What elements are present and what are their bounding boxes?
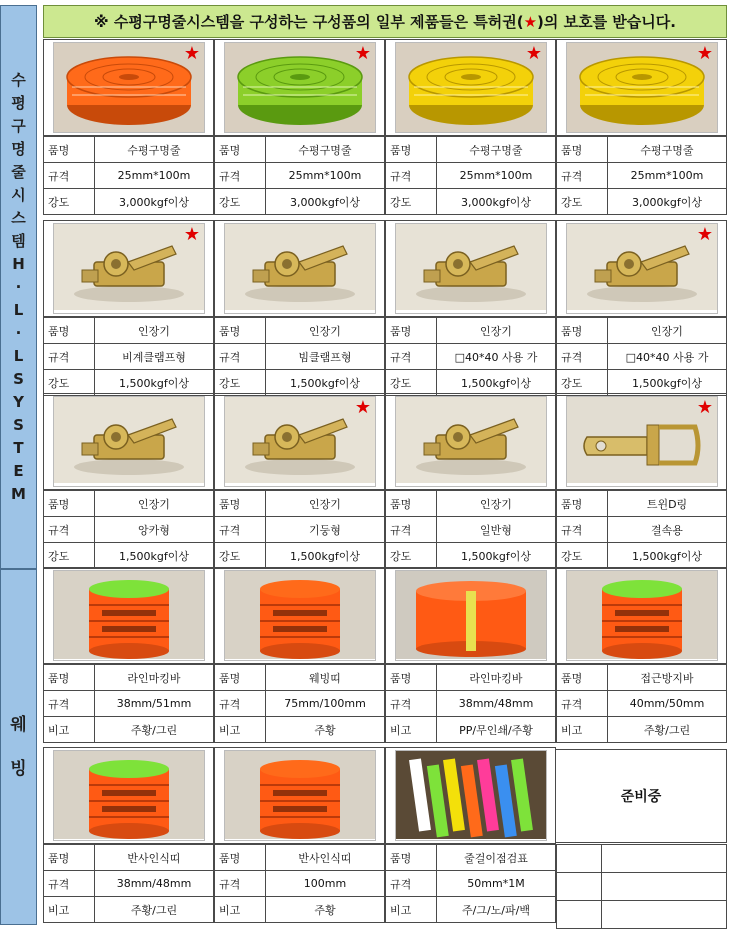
spec-row-strength — [386, 543, 556, 569]
spec-row-name — [44, 491, 214, 517]
spec-value: 3,000kgf이상 — [95, 189, 214, 215]
spec-label: 품명 — [386, 137, 437, 163]
spec-label: 품명 — [215, 137, 266, 163]
spec-row-name — [386, 491, 556, 517]
patent-star-icon: ★ — [696, 224, 713, 245]
spec-label: 강도 — [215, 543, 266, 569]
spec-row-spec — [44, 871, 214, 897]
spec-value: 인장기 — [95, 318, 214, 344]
spec-row-note — [215, 897, 385, 923]
spec-value: □40*40 사용 가 — [437, 344, 556, 370]
spec-label: 품명 — [44, 491, 95, 517]
spec-row-spec — [44, 691, 214, 717]
spec-value: 25mm*100m — [608, 163, 727, 189]
photo-cell — [385, 39, 556, 136]
spec-row-spec — [215, 163, 385, 189]
spec-row-name — [386, 137, 556, 163]
photo-cell — [556, 567, 727, 664]
spec-value: 1,500kgf이상 — [608, 543, 727, 569]
photo-cell — [556, 393, 727, 490]
spec-row-spec — [44, 517, 214, 543]
spec-row-name — [386, 665, 556, 691]
spec-value: 50mm*1M — [437, 871, 556, 897]
spec-value: 3,000kgf이상 — [437, 189, 556, 215]
spec-value: 75mm/100mm — [266, 691, 385, 717]
spec-label: 규격 — [44, 344, 95, 370]
spec-row-strength — [386, 370, 556, 396]
spec-value: 결속용 — [608, 517, 727, 543]
spec-value: 줄걸이점검표 — [437, 845, 556, 871]
empty-cell — [557, 873, 602, 901]
spec-value: 앙카형 — [95, 517, 214, 543]
spec-row-strength — [557, 189, 727, 215]
spec-row-spec — [557, 691, 727, 717]
spec-value: 수평구명줄 — [608, 137, 727, 163]
spec-label: 품명 — [44, 845, 95, 871]
empty-cell — [602, 845, 727, 873]
spec-row-name — [557, 318, 727, 344]
photo-cell — [43, 747, 214, 844]
spec-row-name — [215, 491, 385, 517]
sidebar-letter: Y — [13, 392, 24, 411]
spec-value: 1,500kgf이상 — [95, 370, 214, 396]
spec-value: 주황 — [266, 897, 385, 923]
spec-value: PP/무인쇄/주황 — [437, 717, 556, 743]
product-spec-table — [385, 490, 556, 569]
spec-value: 1,500kgf이상 — [95, 543, 214, 569]
spec-value: 일반형 — [437, 517, 556, 543]
spec-row-spec — [44, 344, 214, 370]
spec-row-spec — [215, 871, 385, 897]
spec-label: 강도 — [44, 370, 95, 396]
sidebar-letter: 명 — [11, 139, 26, 158]
spec-value: 인장기 — [266, 491, 385, 517]
spec-row-note — [386, 717, 556, 743]
spec-label: 규격 — [44, 871, 95, 897]
photo-cell — [385, 747, 556, 844]
spec-row-strength — [44, 370, 214, 396]
sidebar-letter: 수 — [11, 70, 26, 89]
photo-cell — [214, 39, 385, 136]
spec-row-spec — [386, 871, 556, 897]
product-spec-table — [385, 317, 556, 396]
product-spec-table — [556, 136, 727, 215]
spec-label: 규격 — [215, 871, 266, 897]
sidebar-letter: L — [13, 346, 24, 365]
spec-label: 비고 — [386, 717, 437, 743]
patent-star-icon: ★ — [183, 224, 200, 245]
spec-label: 규격 — [44, 517, 95, 543]
spec-value: 25mm*100m — [437, 163, 556, 189]
empty-cell — [557, 901, 602, 929]
empty-row — [557, 901, 727, 929]
sidebar-letter: 웨 — [10, 715, 27, 735]
spec-label: 규격 — [215, 344, 266, 370]
spec-value: 100mm — [266, 871, 385, 897]
spec-row-spec — [215, 517, 385, 543]
product-spec-table — [43, 317, 214, 396]
preparing-cell — [555, 749, 727, 843]
spec-row-name — [557, 665, 727, 691]
sidebar-letter: H — [12, 254, 25, 273]
spec-label: 비고 — [215, 897, 266, 923]
spec-row-spec — [557, 344, 727, 370]
spec-value: 인장기 — [266, 318, 385, 344]
spec-label: 강도 — [386, 370, 437, 396]
spec-label: 품명 — [215, 318, 266, 344]
empty-cell — [602, 901, 727, 929]
patent-star-icon: ★ — [525, 43, 542, 64]
spec-row-name — [215, 845, 385, 871]
product-spec-table — [556, 317, 727, 396]
product-spec-table — [43, 490, 214, 569]
spec-row-name — [386, 318, 556, 344]
spec-row-strength — [386, 189, 556, 215]
spec-row-spec — [44, 163, 214, 189]
spec-row-note — [557, 717, 727, 743]
sidebar-section-webbing — [0, 569, 37, 925]
product-spec-table — [214, 844, 385, 923]
spec-label: 품명 — [557, 137, 608, 163]
patent-star-icon: ★ — [354, 43, 371, 64]
sidebar-letter: E — [13, 461, 24, 480]
spec-value: 1,500kgf이상 — [608, 370, 727, 396]
product-spec-table — [43, 844, 214, 923]
spec-value: 수평구명줄 — [95, 137, 214, 163]
empty-row — [557, 845, 727, 873]
sidebar-letter: 템 — [11, 231, 26, 250]
photo-cell — [556, 220, 727, 317]
spec-label: 품명 — [44, 137, 95, 163]
spec-label: 비고 — [215, 717, 266, 743]
patent-star-icon: ★ — [354, 397, 371, 418]
spec-label: 품명 — [215, 845, 266, 871]
photo-cell — [385, 393, 556, 490]
spec-row-strength — [557, 370, 727, 396]
spec-value: 3,000kgf이상 — [608, 189, 727, 215]
spec-row-strength — [215, 543, 385, 569]
spec-row-name — [557, 491, 727, 517]
photo-cell — [214, 567, 385, 664]
spec-row-name — [44, 845, 214, 871]
spec-label: 규격 — [386, 871, 437, 897]
product-spec-table — [214, 490, 385, 569]
spec-label: 규격 — [386, 691, 437, 717]
sidebar-letter: · — [15, 323, 22, 342]
spec-row-spec — [386, 691, 556, 717]
sidebar-letter: 평 — [11, 93, 26, 112]
spec-row-strength — [44, 543, 214, 569]
product-spec-table — [214, 136, 385, 215]
preparing-label: 준비중 — [620, 789, 662, 805]
photo-cell — [43, 393, 214, 490]
spec-label: 강도 — [386, 189, 437, 215]
spec-label: 품명 — [557, 491, 608, 517]
product-spec-table — [385, 844, 556, 923]
spec-value: 접근방지바 — [608, 665, 727, 691]
spec-label: 품명 — [386, 845, 437, 871]
spec-label: 강도 — [386, 543, 437, 569]
spec-row-name — [215, 318, 385, 344]
sidebar-letter: L — [13, 300, 24, 319]
sidebar-section-hll-system — [0, 5, 37, 569]
spec-row-strength — [44, 189, 214, 215]
spec-label: 품명 — [215, 491, 266, 517]
spec-row-name — [44, 318, 214, 344]
spec-value: 3,000kgf이상 — [266, 189, 385, 215]
spec-value: 38mm/48mm — [437, 691, 556, 717]
notice-text-after: )의 보호를 받습니다. — [537, 13, 676, 31]
empty-spec-table — [556, 844, 727, 929]
spec-value: 1,500kgf이상 — [437, 543, 556, 569]
photo-cell — [214, 393, 385, 490]
product-spec-table — [43, 664, 214, 743]
spec-value: 반사인식띠 — [266, 845, 385, 871]
photo-cell — [43, 39, 214, 136]
sidebar-letter: S — [13, 415, 24, 434]
product-spec-table — [556, 490, 727, 569]
spec-label: 품명 — [44, 665, 95, 691]
spec-row-strength — [557, 543, 727, 569]
sidebar-letter: T — [13, 438, 24, 457]
sidebar-letter: 구 — [11, 116, 26, 135]
spec-value: 기둥형 — [266, 517, 385, 543]
spec-value: 40mm/50mm — [608, 691, 727, 717]
spec-value: 반사인식띠 — [95, 845, 214, 871]
spec-value: 수평구명줄 — [437, 137, 556, 163]
patent-star-icon: ★ — [696, 397, 713, 418]
spec-label: 품명 — [44, 318, 95, 344]
spec-label: 비고 — [44, 897, 95, 923]
spec-label: 규격 — [215, 691, 266, 717]
spec-row-spec — [386, 517, 556, 543]
spec-value: 주황/그린 — [608, 717, 727, 743]
spec-label: 강도 — [557, 370, 608, 396]
spec-row-note — [386, 897, 556, 923]
spec-row-spec — [215, 344, 385, 370]
spec-row-name — [215, 665, 385, 691]
patent-notice — [43, 5, 727, 38]
sidebar-letter: 시 — [11, 185, 26, 204]
spec-value: 주황/그린 — [95, 897, 214, 923]
spec-label: 품명 — [386, 665, 437, 691]
spec-label: 강도 — [215, 189, 266, 215]
spec-value: 인장기 — [95, 491, 214, 517]
spec-value: 25mm*100m — [266, 163, 385, 189]
product-spec-table — [385, 664, 556, 743]
spec-label: 규격 — [386, 344, 437, 370]
sidebar-letter: M — [11, 484, 26, 503]
spec-value: 1,500kgf이상 — [437, 370, 556, 396]
empty-cell — [557, 845, 602, 873]
spec-row-name — [44, 137, 214, 163]
sidebar-letter: 줄 — [11, 162, 26, 181]
spec-label: 규격 — [44, 691, 95, 717]
empty-cell — [602, 873, 727, 901]
spec-label: 비고 — [557, 717, 608, 743]
product-spec-table — [43, 136, 214, 215]
spec-label: 규격 — [386, 517, 437, 543]
spec-label: 강도 — [215, 370, 266, 396]
spec-value: 주/그/노/파/백 — [437, 897, 556, 923]
spec-row-strength — [215, 370, 385, 396]
photo-cell — [214, 747, 385, 844]
spec-value: 주황 — [266, 717, 385, 743]
spec-value: 38mm/51mm — [95, 691, 214, 717]
spec-label: 품명 — [386, 318, 437, 344]
spec-label: 규격 — [557, 691, 608, 717]
spec-label: 비고 — [386, 897, 437, 923]
spec-label: 규격 — [557, 163, 608, 189]
product-spec-table — [385, 136, 556, 215]
spec-row-note — [44, 897, 214, 923]
spec-value: 1,500kgf이상 — [266, 543, 385, 569]
sidebar-letter: 빙 — [10, 759, 27, 779]
spec-label: 강도 — [557, 543, 608, 569]
photo-cell — [385, 220, 556, 317]
sidebar-letter: S — [13, 369, 24, 388]
spec-value: 트윈D링 — [608, 491, 727, 517]
spec-label: 비고 — [44, 717, 95, 743]
spec-label: 규격 — [557, 344, 608, 370]
spec-row-note — [215, 717, 385, 743]
spec-label: 규격 — [44, 163, 95, 189]
spec-label: 규격 — [215, 517, 266, 543]
spec-label: 강도 — [557, 189, 608, 215]
patent-star-icon: ★ — [696, 43, 713, 64]
spec-label: 품명 — [557, 665, 608, 691]
spec-row-name — [215, 137, 385, 163]
spec-value: 1,500kgf이상 — [266, 370, 385, 396]
spec-value: 주황/그린 — [95, 717, 214, 743]
spec-value: 38mm/48mm — [95, 871, 214, 897]
spec-row-spec — [386, 163, 556, 189]
spec-value: 라인마킹바 — [437, 665, 556, 691]
spec-label: 강도 — [44, 543, 95, 569]
sidebar-letter: 스 — [11, 208, 26, 227]
spec-row-spec — [557, 517, 727, 543]
spec-value: 인장기 — [437, 318, 556, 344]
spec-value: 수평구명줄 — [266, 137, 385, 163]
photo-cell — [43, 220, 214, 317]
spec-row-spec — [386, 344, 556, 370]
product-spec-table — [556, 664, 727, 743]
spec-row-name — [557, 137, 727, 163]
spec-row-name — [44, 665, 214, 691]
spec-row-strength — [215, 189, 385, 215]
spec-row-name — [386, 845, 556, 871]
spec-label: 품명 — [557, 318, 608, 344]
spec-value: 빔클램프형 — [266, 344, 385, 370]
spec-label: 품명 — [386, 491, 437, 517]
spec-label: 규격 — [386, 163, 437, 189]
product-spec-table — [214, 317, 385, 396]
spec-value: 25mm*100m — [95, 163, 214, 189]
spec-label: 강도 — [44, 189, 95, 215]
empty-row — [557, 873, 727, 901]
spec-label: 규격 — [557, 517, 608, 543]
photo-cell — [214, 220, 385, 317]
sidebar-letter: · — [15, 277, 22, 296]
spec-value: 인장기 — [437, 491, 556, 517]
product-spec-table — [214, 664, 385, 743]
spec-value: 인장기 — [608, 318, 727, 344]
photo-cell — [385, 567, 556, 664]
spec-value: 웨빙띠 — [266, 665, 385, 691]
spec-value: 라인마킹바 — [95, 665, 214, 691]
spec-label: 품명 — [215, 665, 266, 691]
notice-text-before: ※ 수평구명줄시스템을 구성하는 구성품의 일부 제품들은 특허권( — [94, 13, 524, 31]
spec-value: 비계클램프형 — [95, 344, 214, 370]
photo-cell — [556, 39, 727, 136]
spec-value: □40*40 사용 가 — [608, 344, 727, 370]
photo-cell — [43, 567, 214, 664]
spec-row-spec — [215, 691, 385, 717]
patent-star-icon: ★ — [183, 43, 200, 64]
spec-label: 규격 — [215, 163, 266, 189]
spec-row-note — [44, 717, 214, 743]
patent-star-icon: ★ — [523, 12, 538, 31]
spec-row-spec — [557, 163, 727, 189]
